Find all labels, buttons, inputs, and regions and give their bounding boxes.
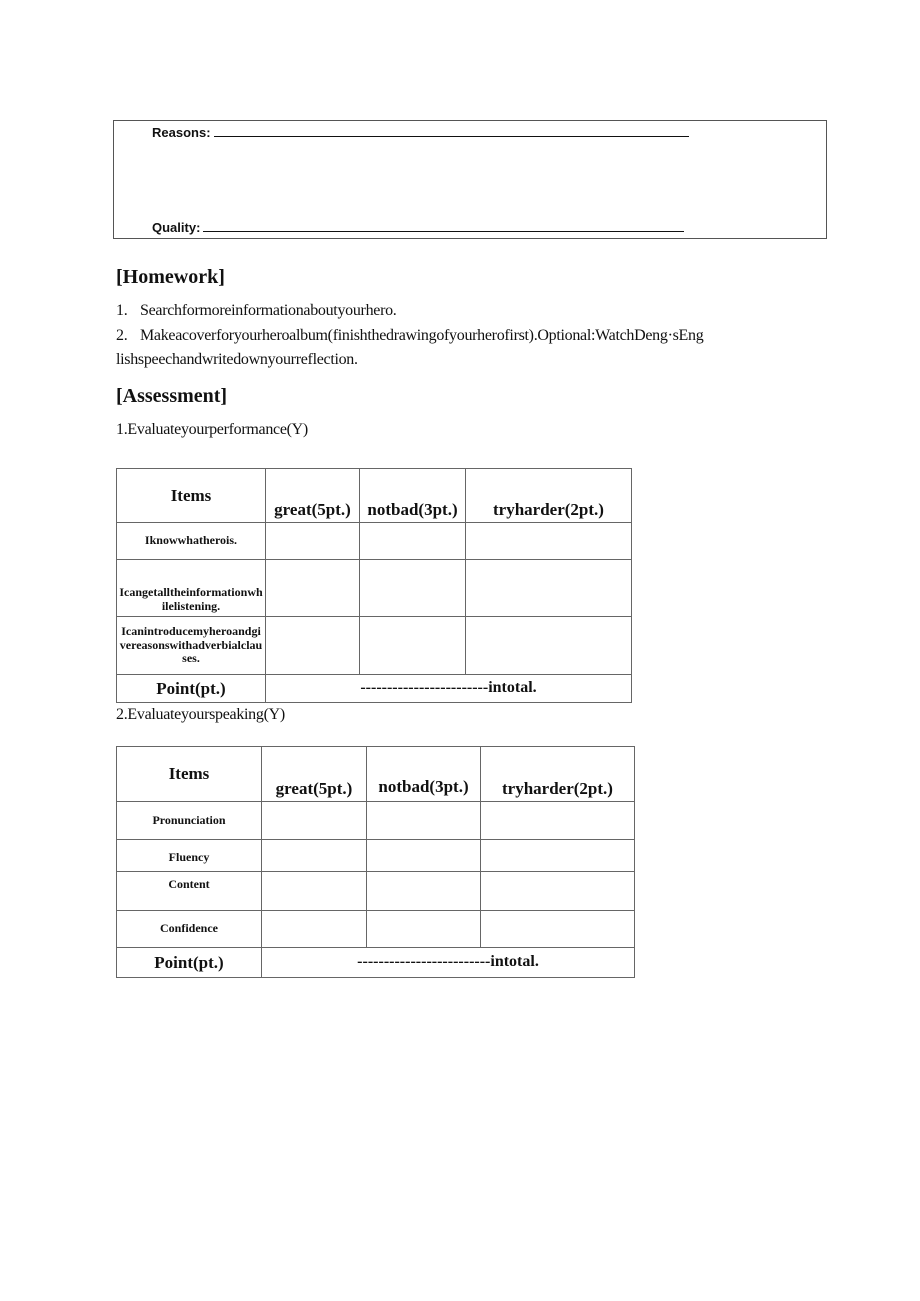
reasons-label: Reasons: [152,125,211,140]
score-cell[interactable] [481,872,635,911]
reasons-blank[interactable] [214,124,689,137]
table-row [117,617,632,675]
table-row [117,560,632,617]
table-row [117,911,635,948]
header-notbad: notbad(3pt.) [367,747,481,802]
table-row [117,872,635,911]
score-cell[interactable] [262,911,367,948]
score-cell[interactable] [266,523,360,560]
table-row [117,840,635,872]
section1-title: 1.Evaluateyourperformance(Y) [116,421,308,438]
point-row [117,675,632,703]
header-tryharder: tryharder(2pt.) [481,747,635,802]
table-header-row [117,469,632,523]
homework-item-1: 1. Searchformoreinformationaboutyourhero. [116,302,397,319]
header-great: great(5pt.) [262,747,367,802]
score-cell[interactable] [481,802,635,840]
quality-blank[interactable] [203,219,684,232]
score-cell[interactable] [262,840,367,872]
score-cell[interactable] [481,840,635,872]
score-cell[interactable] [466,523,632,560]
speaking-table [116,746,635,978]
performance-table [116,468,632,703]
score-cell[interactable] [262,802,367,840]
row-label: Fluency [117,840,262,872]
homework-item-2-cont: lishspeechandwritedownyourreflection. [116,351,358,368]
point-row [117,948,635,978]
homework-heading: [Homework] [116,266,225,288]
header-items: Items [117,469,266,523]
score-cell[interactable] [360,617,466,675]
reasons-quality-box [113,120,827,239]
score-cell[interactable] [266,617,360,675]
row-label: Content [117,872,262,911]
score-cell[interactable] [262,872,367,911]
assessment-heading: [Assessment] [116,385,228,407]
header-notbad: notbad(3pt.) [360,469,466,523]
header-great: great(5pt.) [266,469,360,523]
row-label: Pronunciation [117,802,262,840]
row-label: Iknowwhatherois. [117,523,266,560]
score-cell[interactable] [360,560,466,617]
point-total[interactable]: ------------------------intotal. [266,675,632,703]
row-label: Icangetalltheinformationwhilelistening. [117,560,266,617]
point-label: Point(pt.) [117,948,262,978]
quality-line [152,219,684,235]
homework-item-2: 2. Makeacoverforyourheroalbum(finishthedrawingofyourherofirst).Optional:WatchDeng·sEng [116,327,704,344]
score-cell[interactable] [360,523,466,560]
score-cell[interactable] [367,802,481,840]
quality-label: Quality: [152,220,201,235]
row-label: Confidence [117,911,262,948]
header-tryharder: tryharder(2pt.) [466,469,632,523]
score-cell[interactable] [266,560,360,617]
score-cell[interactable] [466,560,632,617]
table-row [117,802,635,840]
score-cell[interactable] [466,617,632,675]
point-label: Point(pt.) [117,675,266,703]
score-cell[interactable] [481,911,635,948]
score-cell[interactable] [367,840,481,872]
point-total[interactable]: -------------------------intotal. [262,948,635,978]
row-label: Icanintroducemyheroandgivereasonswithadverbialclauses. [117,617,266,675]
score-cell[interactable] [367,911,481,948]
header-items: Items [117,747,262,802]
table-row [117,523,632,560]
table-header-row [117,747,635,802]
section2-title: 2.Evaluateyourspeaking(Y) [116,706,285,723]
reasons-line [152,124,689,140]
score-cell[interactable] [367,872,481,911]
